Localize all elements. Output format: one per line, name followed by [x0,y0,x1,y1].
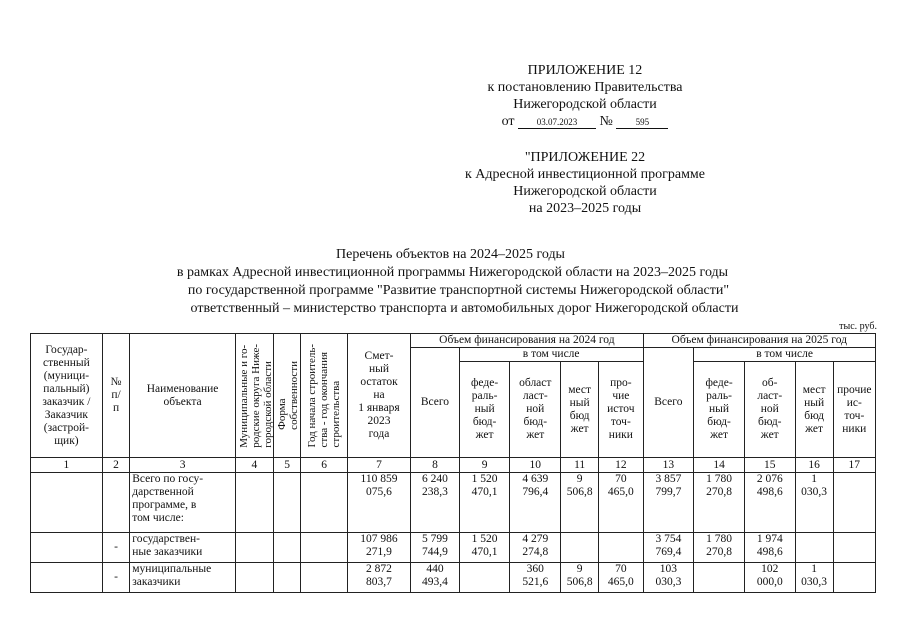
cell-name: государствен- ные заказчики [130,533,236,563]
cell-local-2024 [561,533,599,563]
appendix-line3: Нижегородской области [513,97,657,112]
cell-customer [31,563,103,593]
cell-federal-2024: 1 520 470,1 [459,533,510,563]
column-number: 16 [795,458,833,473]
cell-regional-2024: 4 639 796,4 [510,473,561,533]
cell-estimate: 2 872 803,7 [347,563,410,593]
header-local-2024: мест ный бюд жет [561,362,599,458]
cell-total-2024: 440 493,4 [411,563,460,593]
column-number: 10 [510,458,561,473]
cell-local-2025: 1 030,3 [795,563,833,593]
cell-years [301,473,347,533]
header-num: № п/ п [102,334,129,458]
cell-total-2025: 3 754 769,4 [643,533,694,563]
header-federal-2024: феде- раль- ный бюд- жет [459,362,510,458]
cell-num: - [102,563,129,593]
cell-regional-2025: 102 000,0 [744,563,795,593]
column-number: 7 [347,458,410,473]
column-number: 12 [599,458,643,473]
funding-table [30,333,876,593]
column-number: 8 [411,458,460,473]
cell-other-2025 [833,533,875,563]
cell-other-2024 [599,533,643,563]
header-total-2025: Всего [643,348,694,458]
column-number: 5 [273,458,300,473]
appendix-line1: ПРИЛОЖЕНИЕ 12 [527,63,643,78]
date-value: 03.07.2023 [518,117,596,129]
appendix-line2: к постановлению Правительства [487,80,683,95]
header-years: Год начала строитель- ства - год окончания строительства [306,343,343,448]
appendix2-line4: на 2023–2025 годы [528,201,642,216]
appendix2-line3: Нижегородской области [513,184,657,199]
cell-num [102,473,129,533]
cell-name: Всего по госу- дарственной программе, в том числе: [130,473,236,533]
cell-local-2024: 9 506,8 [561,473,599,533]
header-local-2025: мест ный бюд жет [795,362,833,458]
table-row-municipal [31,563,876,593]
cell-customer [31,473,103,533]
column-number: 14 [694,458,745,473]
table-row-state [31,533,876,563]
header-form-cell [273,334,300,458]
cell-total-2025: 103 030,3 [643,563,694,593]
column-number: 6 [301,458,347,473]
cell-num: - [102,533,129,563]
cell-name: муниципальные заказчики [130,563,236,593]
cell-years [301,533,347,563]
header-name: Наименование объекта [130,334,236,458]
cell-total-2024: 5 799 744,9 [411,533,460,563]
cell-federal-2024: 1 520 470,1 [459,473,510,533]
title-line2: в рамках Адресной инвестиционной программы Нижегородской области на 2023–2025 годы [176,265,729,280]
cell-municipality [235,533,273,563]
header-funding-2024: Объем финансирования на 2024 год [411,334,643,348]
appendix2-line2: к Адресной инвестиционной программе [464,167,706,182]
appendix-header [420,62,750,130]
title-line4: ответственный – министерство транспорта и автомобильных дорог Нижегородской области [190,301,739,316]
header-customer: Государ- ственный (муници- пальный) заказчик / Заказчик (застрой- щик) [31,334,103,458]
cell-form [273,473,300,533]
cell-other-2024: 70 465,0 [599,473,643,533]
header-total-2024: Всего [411,348,460,458]
header-federal-2025: феде- раль- ный бюд- жет [694,362,745,458]
column-number-row [31,458,876,473]
cell-federal-2025: 1 780 270,8 [694,473,745,533]
title-line3: по государственной программе "Развитие транспортной системы Нижегородской области" [187,283,730,298]
column-number: 9 [459,458,510,473]
cell-form [273,533,300,563]
cell-form [273,563,300,593]
cell-estimate: 110 859 075,6 [347,473,410,533]
cell-years [301,563,347,593]
header-municipality-cell [235,334,273,458]
column-number: 2 [102,458,129,473]
title-line1: Перечень объектов на 2024–2025 годы [336,247,565,262]
cell-customer [31,533,103,563]
appendix2-line1: "ПРИЛОЖЕНИЕ 22 [524,150,646,165]
number-prefix: № [599,114,613,129]
column-number: 1 [31,458,103,473]
cell-total-2024: 6 240 238,3 [411,473,460,533]
cell-regional-2024: 360 521,6 [510,563,561,593]
cell-federal-2025: 1 780 270,8 [694,533,745,563]
header-regional-2025: об- ласт- ной бюд- жет [744,362,795,458]
document-title [0,246,905,318]
cell-local-2024: 9 506,8 [561,563,599,593]
column-number: 15 [744,458,795,473]
header-including-2025: в том числе [694,348,876,362]
column-number: 13 [643,458,694,473]
cell-total-2025: 3 857 799,7 [643,473,694,533]
cell-regional-2025: 1 974 498,6 [744,533,795,563]
column-number: 3 [130,458,236,473]
cell-federal-2024 [459,563,510,593]
date-prefix: от [501,114,515,129]
header-form: Форма собственности [275,361,300,430]
header-years-cell [301,334,347,458]
cell-regional-2024: 4 279 274,8 [510,533,561,563]
header-other-2025: прочие ис- точ- ники [833,362,875,458]
header-regional-2024: област ласт- ной бюд- жет [510,362,561,458]
appendix2-header [420,149,750,217]
cell-municipality [235,473,273,533]
column-number: 4 [235,458,273,473]
cell-other-2024: 70 465,0 [599,563,643,593]
table-row-total [31,473,876,533]
header-estimate: Смет- ный остаток на 1 января 2023 года [347,334,410,458]
header-funding-2025: Объем финансирования на 2025 год [643,334,875,348]
cell-regional-2025: 2 076 498,6 [744,473,795,533]
units-label: тыс. руб. [839,321,877,332]
cell-local-2025 [795,533,833,563]
header-including-2024: в том числе [459,348,643,362]
cell-estimate: 107 986 271,9 [347,533,410,563]
cell-municipality [235,563,273,593]
column-number: 11 [561,458,599,473]
cell-federal-2025 [694,563,745,593]
header-municipality: Муниципальные и го- родские округа Ниже- городской области [237,343,274,448]
column-number: 17 [833,458,875,473]
header-other-2024: про- чие источ точ- ники [599,362,643,458]
cell-other-2025 [833,563,875,593]
cell-other-2025 [833,473,875,533]
number-value: 595 [616,117,668,129]
appendix-date-line [420,113,750,130]
cell-local-2025: 1 030,3 [795,473,833,533]
